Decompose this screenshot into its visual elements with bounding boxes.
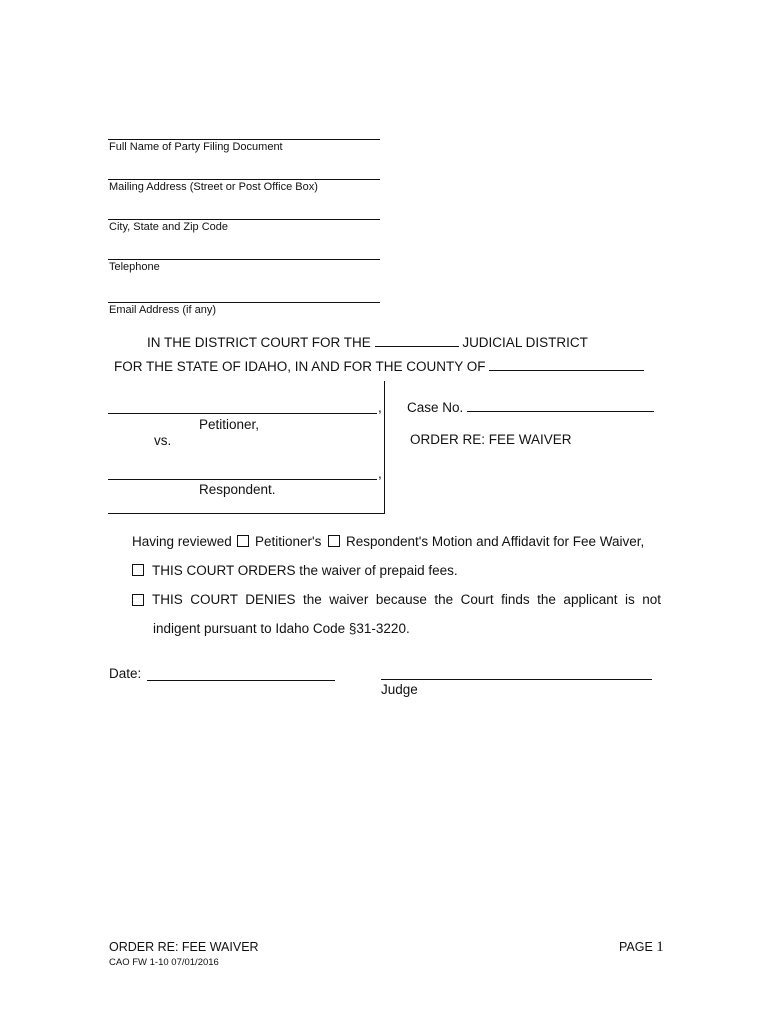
court-header-line1-prefix: IN THE DISTRICT COURT FOR THE [147,335,371,350]
city-state-zip-line[interactable] [108,219,380,220]
order-title: ORDER RE: FEE WAIVER [410,432,572,447]
email-label: Email Address (if any) [109,304,216,316]
court-orders-text: THIS COURT ORDERS the waiver of prepaid fees. [152,563,458,578]
page-label: PAGE [619,940,653,954]
respondent-checkbox[interactable] [328,535,340,547]
court-orders-checkbox[interactable] [132,564,144,576]
respondents-motion-text: Respondent's Motion and Affidavit for Fee Waiver, [346,534,645,549]
having-reviewed-text: Having reviewed [132,534,232,549]
case-number [407,399,654,415]
petitioners-label: Petitioner's [255,534,322,549]
court-denies-text-continued: indigent pursuant to Idaho Code §31-3220. [153,621,410,636]
footer-form-title: ORDER RE: FEE WAIVER [109,940,259,954]
date-label: Date: [109,666,142,681]
case-no-field[interactable] [467,399,654,412]
judicial-district-field[interactable] [375,334,459,347]
county-field[interactable] [489,358,644,371]
vs-label: vs. [154,433,172,448]
full-name-label: Full Name of Party Filing Document [109,141,283,153]
full-name-line[interactable] [108,139,380,140]
mailing-address-line[interactable] [108,179,380,180]
petitioner-comma: , [378,400,382,415]
page-number: 1 [656,939,664,955]
court-denies-text: THIS COURT DENIES the waiver because the Court finds the applicant is not [152,592,661,607]
footer-page [619,939,664,956]
judge-label: Judge [381,682,418,697]
respondent-name-line[interactable] [108,479,377,480]
court-header-line1-suffix: JUDICIAL DISTRICT [462,335,588,350]
mailing-address-label: Mailing Address (Street or Post Office Box) [109,181,318,193]
case-no-label: Case No. [407,400,464,415]
email-line[interactable] [108,302,380,303]
court-denies-checkbox[interactable] [132,594,144,606]
footer-form-code: CAO FW 1-10 07/01/2016 [109,957,219,968]
telephone-label: Telephone [109,261,160,273]
judge-signature-line[interactable] [381,679,652,680]
court-header-line2-prefix: FOR THE STATE OF IDAHO, IN AND FOR THE COUNTY OF [114,359,486,374]
respondent-comma: , [378,466,382,481]
court-header-line2 [114,358,644,374]
caption-bottom-rule [108,513,385,514]
court-header-line1 [147,334,588,350]
petitioner-label: Petitioner, [199,417,260,432]
petitioner-checkbox[interactable] [237,535,249,547]
respondent-label: Respondent. [199,482,276,497]
date-field[interactable] [147,680,335,681]
caption-divider [384,381,385,513]
city-state-zip-label: City, State and Zip Code [109,221,229,233]
telephone-line[interactable] [108,259,380,260]
petitioner-name-line[interactable] [108,413,377,414]
